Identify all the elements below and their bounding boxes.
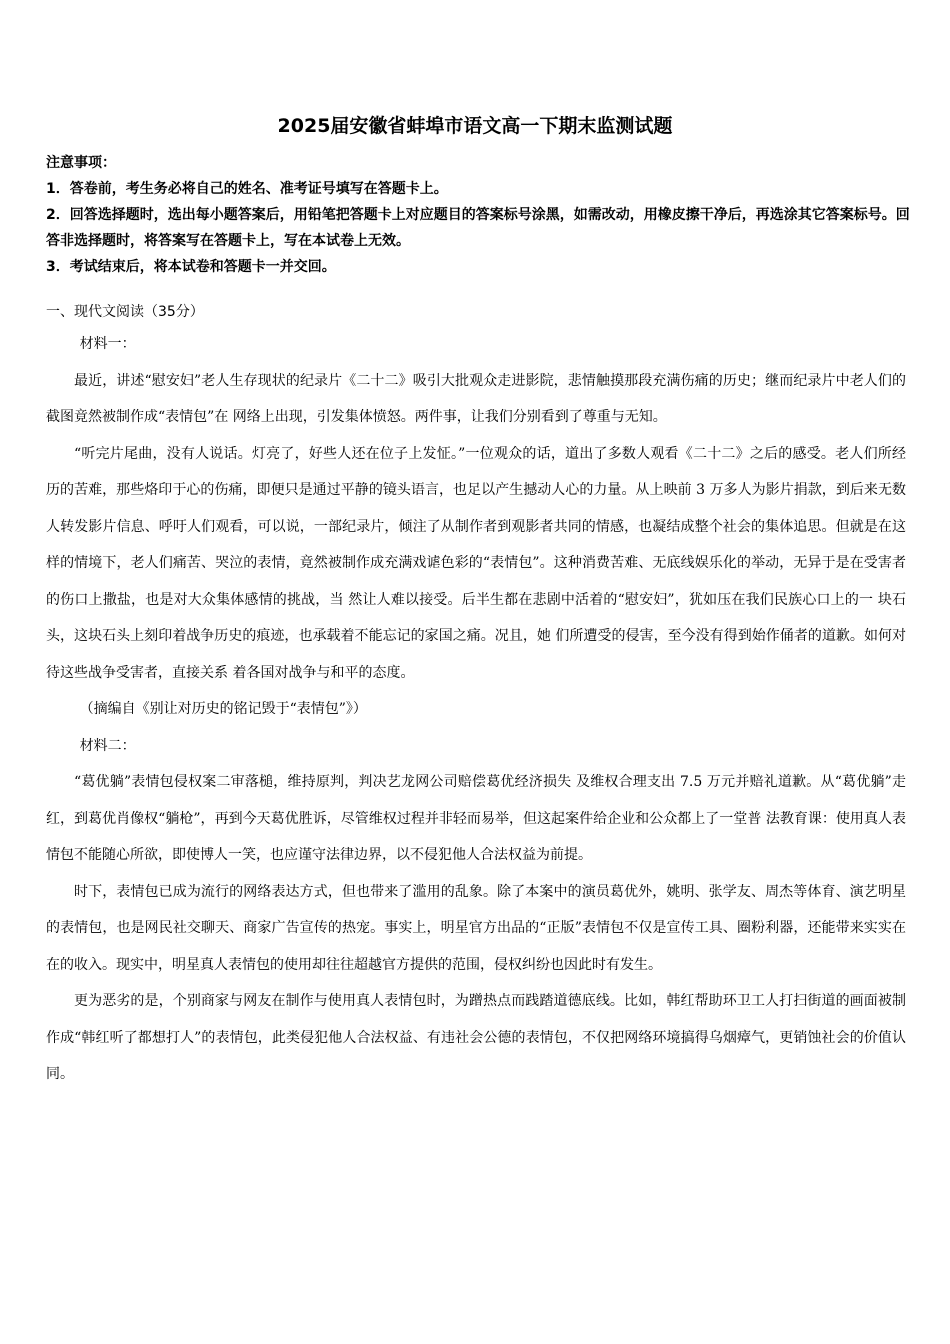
section-heading: 一、现代文阅读（35分） xyxy=(46,304,204,320)
notice-item: 1．答卷前，考生务必将自己的姓名、准考证号填写在答题卡上。 xyxy=(46,181,448,197)
material-1-paragraph: 最近，讲述“慰安妇”老人生存现状的纪录片《二十二》吸引大批观众走进影院，悲情触摸那段充满伤痛的历史；继而纪录片中老人们的截图竟然被制作成“表情包”在 网络上出现，引发集体愤怒。两件事，让我们分别看到了尊重与无知。 xyxy=(46,372,906,425)
reading-passage xyxy=(46,326,906,1093)
material-2-label: 材料二： xyxy=(79,737,136,754)
notice-item: 2．回答选择题时，选出每小题答案后，用铅笔把答题卡上对应题目的答案标号涂黑，如需改动，用橡皮擦干净后，再选涂其它答案标号。回答非选择题时，将答案写在答题卡上，写在本试卷上无效。 xyxy=(46,207,910,249)
material-2-paragraph: 时下，表情包已成为流行的网络表达方式，但也带来了滥用的乱象。除了本案中的演员葛优外，姚明、张学友、周杰等体育、演艺明星的表情包，也是网民社交聊天、商家广告宣传的热宠。事实上，明星官方出品的“正版”表情包不仅是宣传工具、圈粉利器，还能带来实实在在的收入。现实中，明星真人表情包的使用却往往超越官方提供的范围，侵权纠纷也因此时有发生。 xyxy=(46,883,906,973)
notice-item: 3．考试结束后，将本试卷和答题卡一并交回。 xyxy=(46,259,336,275)
notice-block xyxy=(46,150,910,280)
material-1-source: （摘编自《别让对历史的铭记毁于“表情包”》） xyxy=(79,701,367,717)
material-1-label: 材料一： xyxy=(79,336,136,352)
exam-title: 2025届安徽省蚌埠市语文高一下期末监测试题 xyxy=(277,115,673,137)
material-2-paragraph: 更为恶劣的是，个别商家与网友在制作与使用真人表情包时，为蹭热点而践踏道德底线。比如，韩红帮助环卫工人打扫街道的画面被制作成“韩红听了都想打人”的表情包，此类侵犯他人合法权益、有违社会公德的表情包，不仅把网络环境搞得乌烟瘴气，更销蚀社会的价值认同。 xyxy=(46,993,906,1082)
notice-heading: 注意事项： xyxy=(46,155,116,171)
material-2-paragraph: “葛优躺”表情包侵权案二审落槌，维持原判，判决艺龙网公司赔偿葛优经济损失 及维权合理支出 7.5 万元并赔礼道歉。从“葛优躺”走红，到葛优肖像权“躺枪”，再到今天葛优胜诉，尽管维权过程并非轻而易举，但这起案件给企业和公众都上了一堂普 法教育课：使用真人表情包不能随心所欲，即使博人一笑，也应谨守法律边界，以不侵犯他人合法权益为前提。 xyxy=(46,774,906,863)
material-1-paragraph: “听完片尾曲，没有人说话。灯亮了，好些人还在位子上发怔。”一位观众的话，道出了多数人观看《二十二》之后的感受。老人们所经历的苦难，那些烙印于心的伤痛，即便只是通过平静的镜头语言，也足以产生撼动人心的力量。从上映前 3 万多人为影片捐款，到后来无数人转发影片信息、呼吁人们观看，可以说，一部纪录片，倾注了从制作者到观影者共同的情感，也凝结成整个社会的集体追思。但就是在这样的情境下，老人们痛苦、哭泣的表情，竟然被制作成充满戏谑色彩的“表情包”。这种消费苦难、无底线娱乐化的举动，无异于是在受害者的伤口上撒盐，也是对大众集体感情的挑战，当 然让人难以接受。后半生都在悲剧中活着的“慰安妇”，犹如压在我们民族心口上的一 块石头，这块石头上刻印着战争历史的痕迹，也承载着不能忘记的家国之痛。况且，她 们所遭受的侵害，至今没有得到始作俑者的道歉。如何对待这些战争受害者，直接关系 着各国对战争与和平的态度。 xyxy=(46,445,906,681)
